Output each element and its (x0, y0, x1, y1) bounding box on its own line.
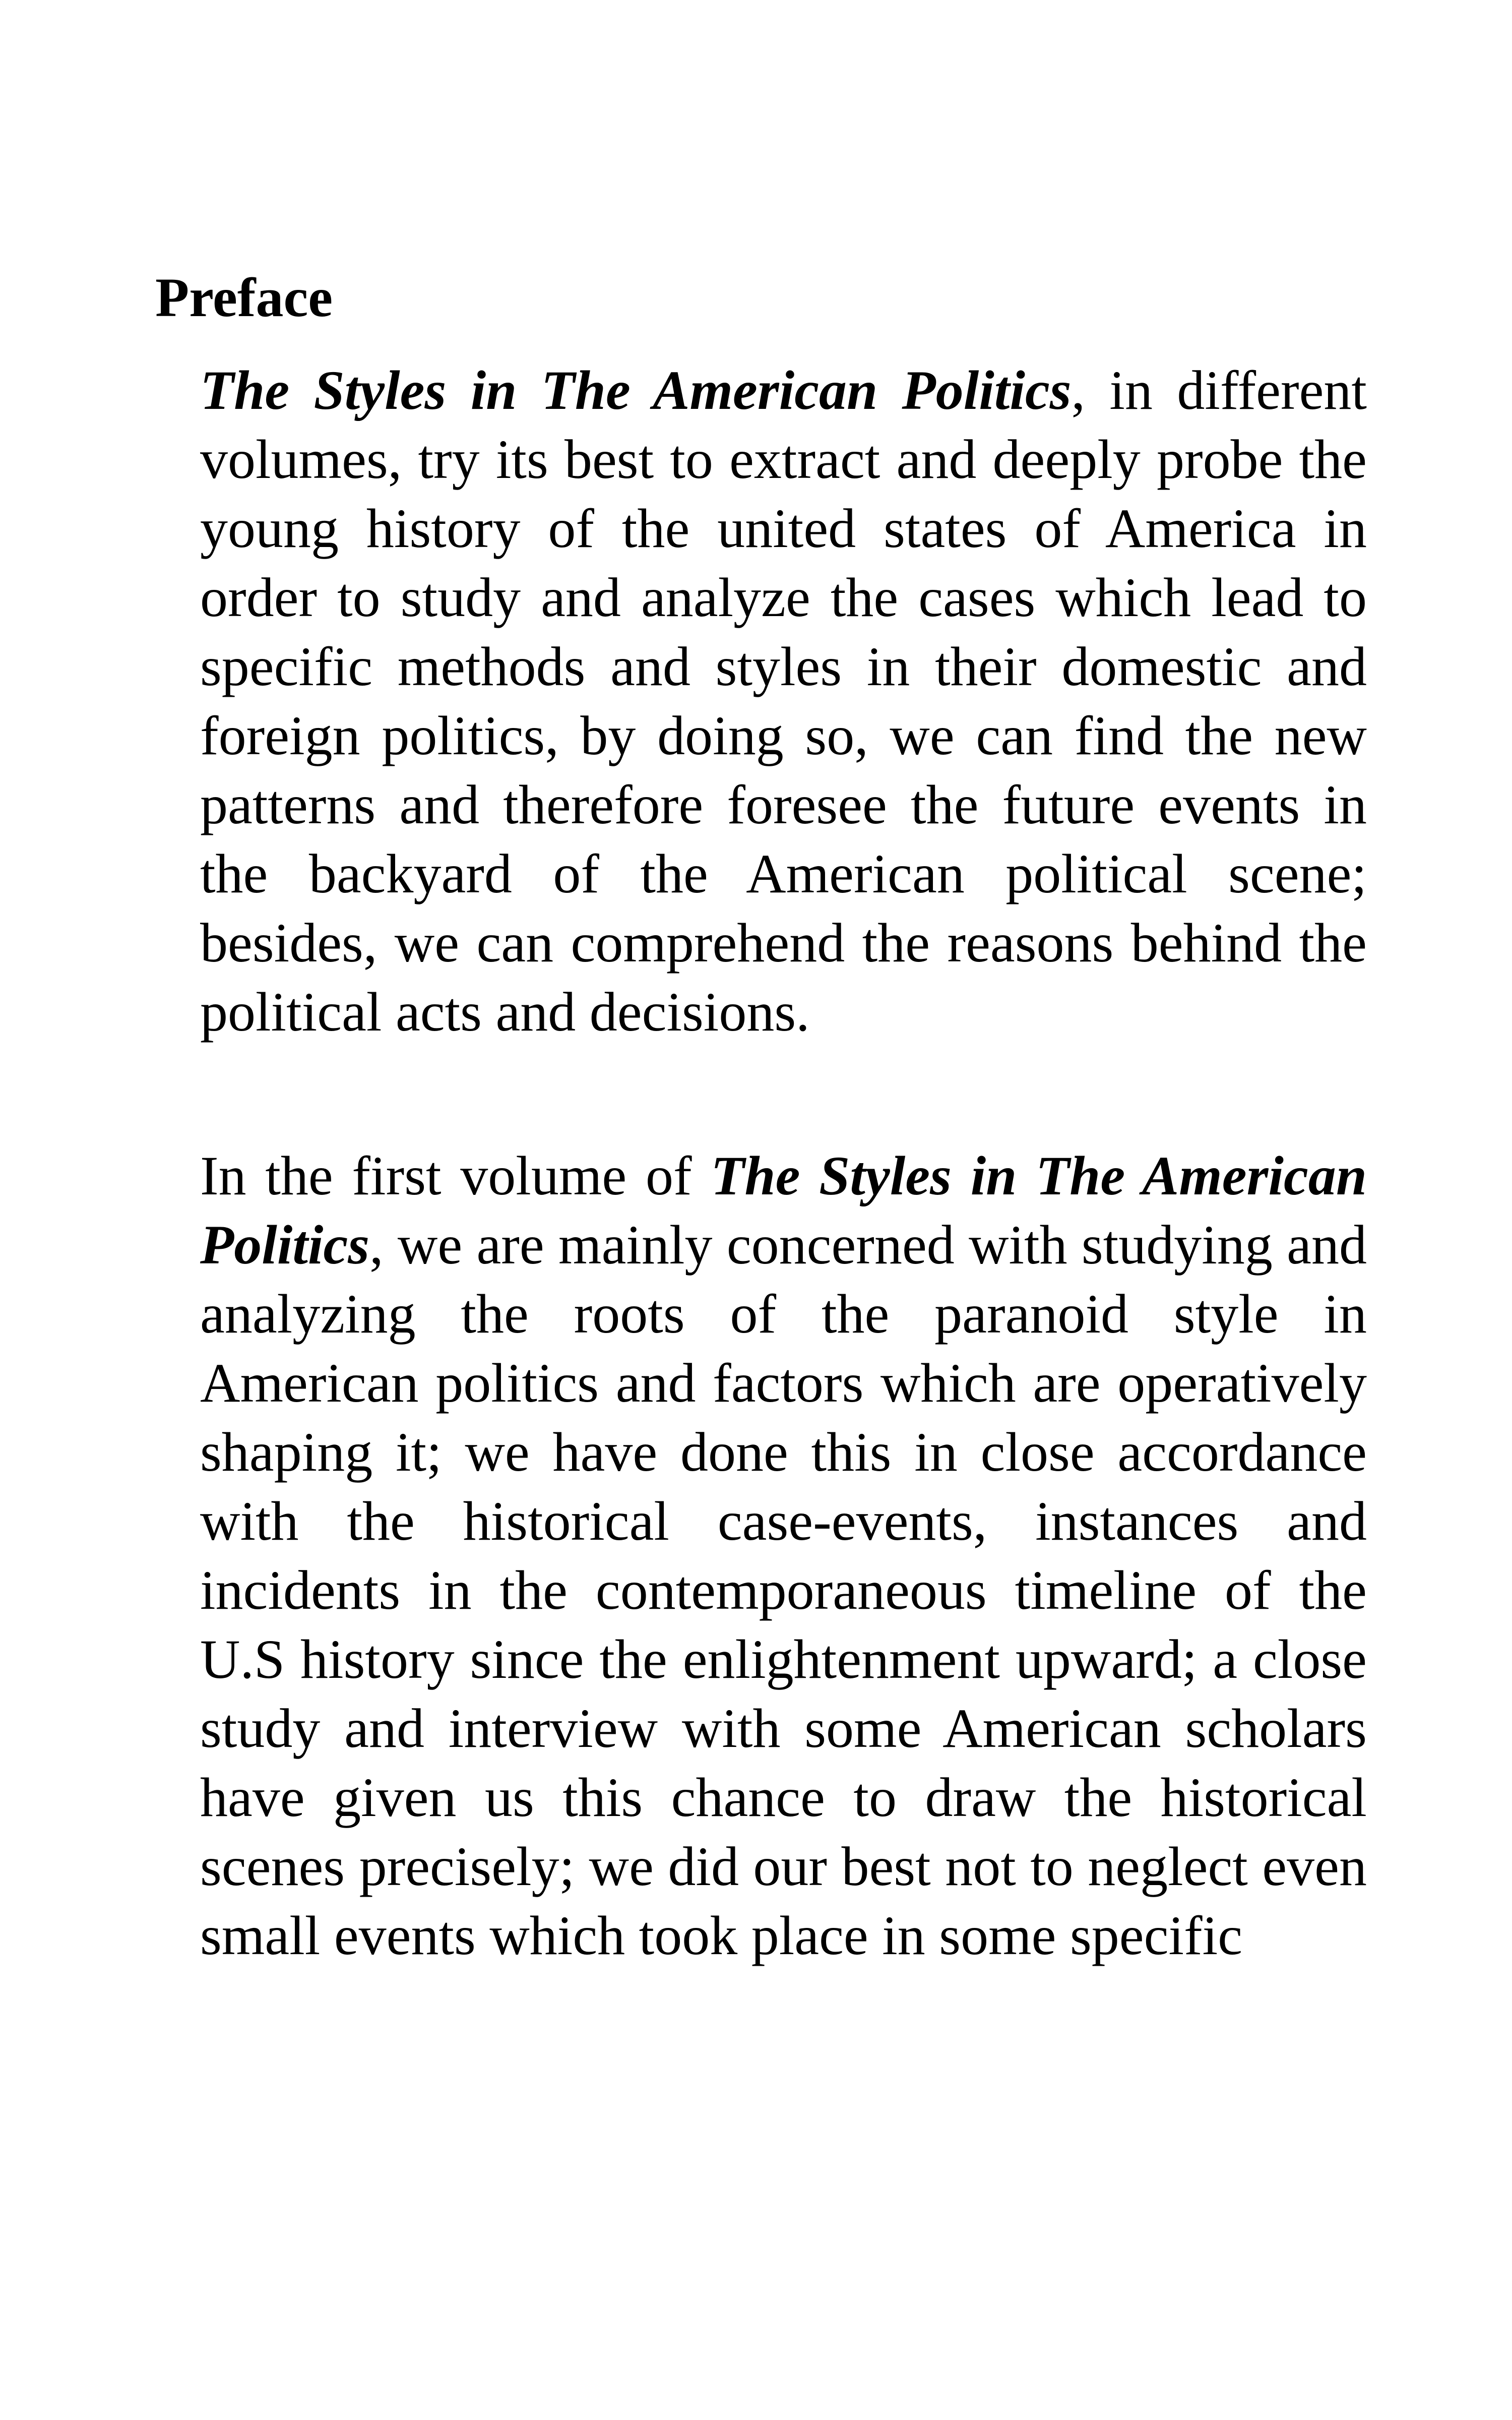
book-title-italic: The Styles in The American Politics (200, 359, 1072, 421)
paragraph-2-text: , we are mainly concerned with studying and analyzing the roots of the paranoid style in American politics and factors which are operatively shaping it; we have done this in close accordance with the historical case-events, instances and incidents in the contemporaneous timeline of the U.S history since the enlightenment upward; a close study and interview with some American scholars have given us this chance to draw the historical scenes precisely; we did our best not to neglect even small events which took place in some specific (200, 1214, 1367, 1966)
book-title-italic: The Styles in The American Politics (200, 1145, 1367, 1276)
paragraph-2 (200, 1141, 1367, 1970)
page-heading: Preface (155, 267, 333, 328)
paragraph-1-text: , in different volumes, try its best to extract and deeply probe the young history of the united states of America in order to study and analyze the cases which lead to specific methods and styles in their domestic and foreign politics, by doing so, we can find the new patterns and therefore foresee the future events in the backyard of the American political scene; besides, we can comprehend the reasons behind the political acts and decisions. (200, 359, 1367, 1043)
paragraph-1 (200, 356, 1367, 1047)
paragraph-2-lead: In the first volume of (200, 1145, 711, 1206)
